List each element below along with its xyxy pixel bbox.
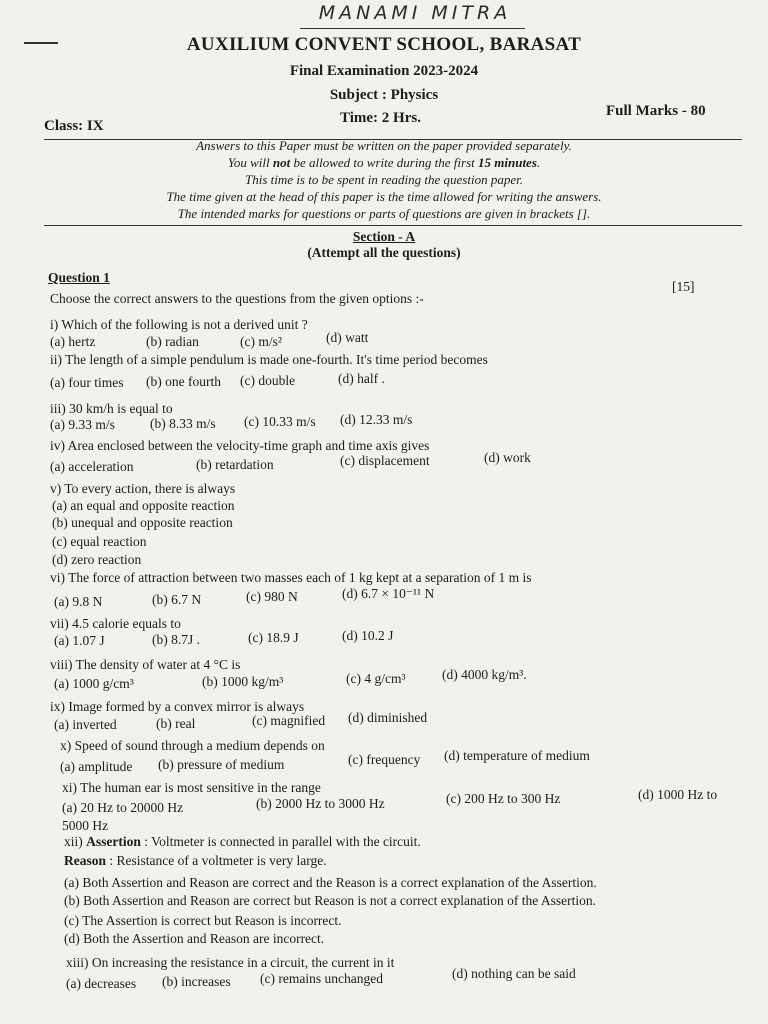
question-intro: Choose the correct answers to the questions from the given options :- [50,291,424,306]
option: (d) temperature of medium [444,748,590,763]
option: (d) 1000 Hz to [638,787,718,802]
option: (b) pressure of medium [158,757,285,772]
exam-title: Final Examination 2023-2024 [289,63,479,79]
option: (b) increases [162,974,231,989]
option: (c) displacement [340,453,430,468]
reason-line: Reason : Resistance of a voltmeter is very large. [64,853,327,868]
option: (a) 1.07 J [54,633,105,648]
question-marks: [15] [672,279,695,294]
option: (c) equal reaction [52,534,147,549]
question-text: xi) The human ear is most sensitive in the range [62,780,321,795]
name-underline [300,28,525,29]
option: (d) Both the Assertion and Reason are incorrect. [64,931,325,946]
question-text: vi) The force of attraction between two masses each of 1 kg kept at a separation of 1 m is [50,570,532,585]
option: (b) 8.7J . [152,632,200,647]
question-text: xiii) On increasing the resistance in a circuit, the current in it [66,955,395,970]
option: (b) real [156,716,196,731]
option: (a) 9.8 N [54,594,103,609]
option: (a) 20 Hz to 20000 Hz [62,800,184,815]
option: (c) remains unchanged [260,971,383,986]
option: (c) 4 g/cm³ [346,671,406,686]
option: (b) radian [146,334,199,349]
option-continuation: 5000 Hz [62,818,109,833]
option: (c) 200 Hz to 300 Hz [446,791,561,806]
question-text: iii) 30 km/h is equal to [50,401,173,416]
option: (b) 2000 Hz to 3000 Hz [256,796,385,811]
question-text: v) To every action, there is always [50,481,236,496]
option: (c) The Assertion is correct but Reason is incorrect. [64,913,342,928]
instruction-line: This time is to be spent in reading the question paper. [245,172,523,187]
option: (a) 9.33 m/s [50,417,115,432]
option: (a) amplitude [60,759,133,774]
option: (a) Both Assertion and Reason are correct and the Reason is a correct explanation of the Assertion. [64,875,597,890]
question-text: ii) The length of a simple pendulum is made one-fourth. It's time period becomes [50,352,488,367]
instruction-line: Answers to this Paper must be written on the paper provided separately. [196,138,572,153]
option: (a) acceleration [50,459,134,474]
class-label: Class: IX [44,118,104,134]
option: (a) hertz [50,334,96,349]
option: (a) an equal and opposite reaction [52,498,235,513]
option: (d) 4000 kg/m³. [442,667,527,682]
question-text: i) Which of the following is not a derived unit ? [50,317,308,332]
section-subtitle: (Attempt all the questions) [307,245,461,260]
full-marks: Full Marks - 80 [606,103,706,119]
instruction-line: You will not be allowed to write during the first 15 minutes. [227,155,541,170]
option: (c) magnified [252,713,326,728]
option: (d) 12.33 m/s [340,412,413,427]
option: (d) diminished [348,710,428,725]
school-name: AUXILIUM CONVENT SCHOOL, BARASAT [186,34,582,55]
time-label: Time: 2 Hrs. [340,110,421,126]
option: (d) half . [338,371,385,386]
option: (d) zero reaction [52,552,142,567]
question-text: viii) The density of water at 4 °C is [50,657,241,672]
option: (c) 10.33 m/s [244,414,316,429]
instruction-line: The intended marks for questions or parts of questions are given in brackets []. [177,206,591,221]
option: (b) 1000 kg/m³ [202,674,284,689]
question-text: iv) Area enclosed between the velocity-time graph and time axis gives [50,438,430,453]
section-title: Section - A [352,229,416,244]
option: (a) decreases [66,976,137,991]
option: (a) four times [50,375,124,390]
option: (d) watt [326,330,369,345]
question-text: x) Speed of sound through a medium depends on [60,738,325,753]
option: (a) inverted [54,717,117,732]
option: (b) 6.7 N [152,592,202,607]
assertion-line: xii) Assertion : Voltmeter is connected in parallel with the circuit. [64,834,421,849]
option: (c) 980 N [246,589,298,604]
option: (d) nothing can be said [452,966,576,981]
option: (d) work [484,450,531,465]
question-title: Question 1 [48,270,110,285]
option: (c) double [240,373,296,388]
option: (d) 10.2 J [342,628,394,643]
subject: Subject : Physics [329,87,439,103]
question-text: ix) Image formed by a convex mirror is always [50,699,305,714]
option: (b) one fourth [146,374,221,389]
question-text: vii) 4.5 calorie equals to [50,616,181,631]
option: (b) retardation [196,457,274,472]
student-name: MANAMI MITRA [318,2,512,24]
option: (c) 18.9 J [248,630,299,645]
option: (c) m/s² [240,334,282,349]
option: (b) 8.33 m/s [150,416,216,431]
instructions-divider [44,225,742,226]
option: (b) Both Assertion and Reason are correct but Reason is not a correct explanation of the Assertion. [64,893,596,908]
option: (b) unequal and opposite reaction [52,515,233,530]
option: (c) frequency [348,752,421,767]
option: (a) 1000 g/cm³ [54,676,134,691]
option: (d) 6.7 × 10⁻¹¹ N [342,586,435,601]
instruction-line: The time given at the head of this paper is the time allowed for writing the answers. [166,189,602,204]
